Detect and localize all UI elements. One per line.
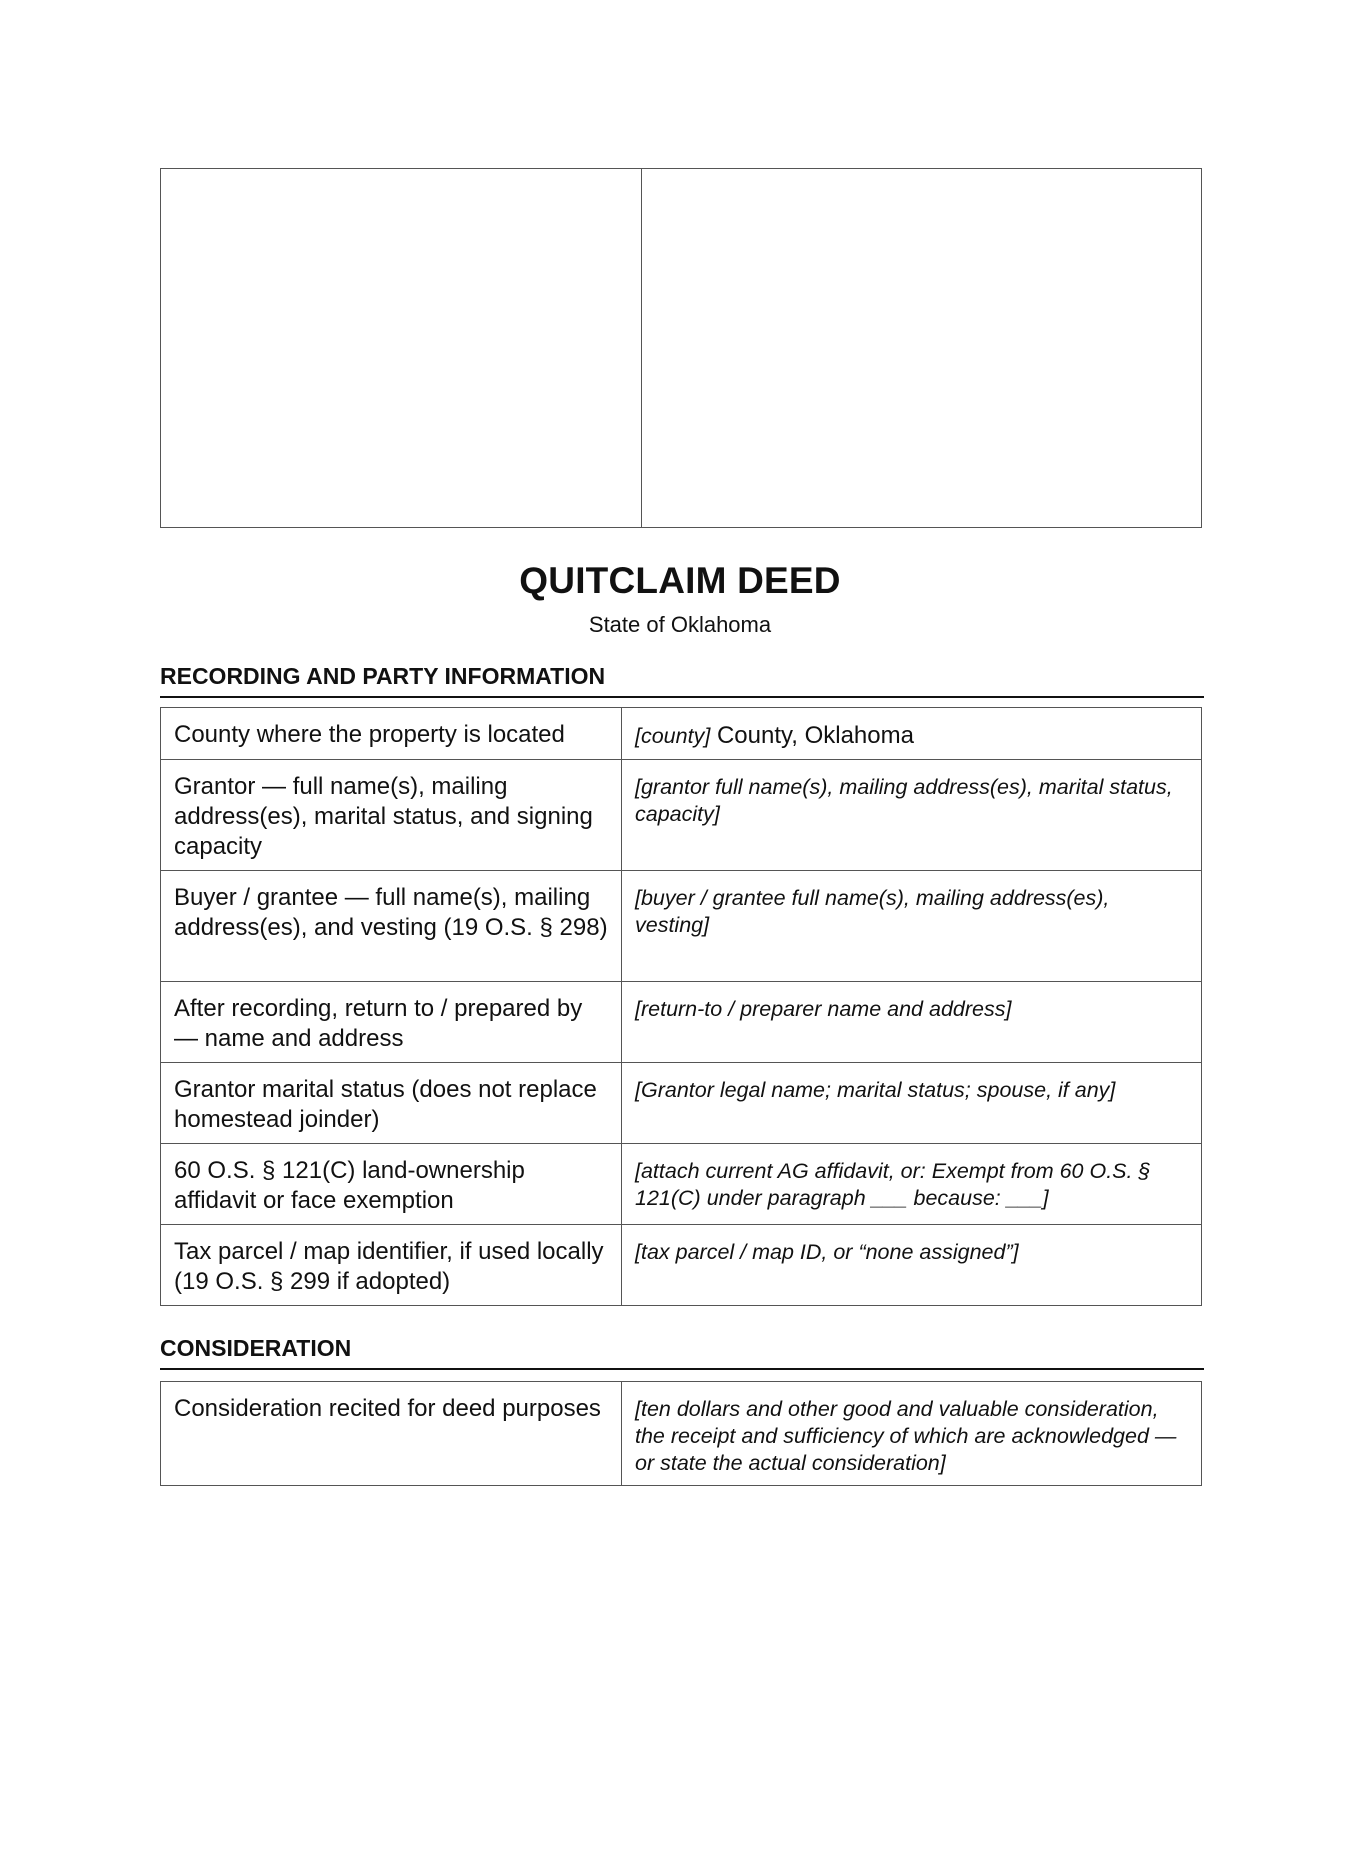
document-title: QUITCLAIM DEED [519,560,841,601]
field-label: County where the property is located [161,708,622,760]
field-label: Grantor — full name(s), mailing address(es), marital status, and signing capacity [161,760,622,871]
table-row [161,1144,1202,1225]
consideration-section-heading: CONSIDERATION [160,1335,1204,1370]
table-row [161,982,1202,1063]
table-row [161,871,1202,982]
field-value: [buyer / grantee full name(s), mailing address(es), vesting] [622,871,1202,982]
field-label: After recording, return to / prepared by — name and address [161,982,622,1063]
field-label: Grantor marital status (does not replace homestead joinder) [161,1063,622,1144]
field-value: [tax parcel / map ID, or “none assigned”] [622,1225,1202,1306]
table-row [161,1063,1202,1144]
table-row [161,760,1202,871]
field-value: [attach current AG affidavit, or: Exempt from 60 O.S. § 121(C) under paragraph ___ because: ___] [622,1144,1202,1225]
document-subtitle: State of Oklahoma [588,612,772,637]
recording-stamp-left-pane [161,169,642,527]
field-value: [grantor full name(s), mailing address(es), marital status, capacity] [622,760,1202,871]
field-label: Buyer / grantee — full name(s), mailing address(es), and vesting (19 O.S. § 298) [161,871,622,982]
field-value: [return-to / preparer name and address] [622,982,1202,1063]
consideration-table [160,1381,1202,1486]
field-value: [ten dollars and other good and valuable consideration, the receipt and sufficiency of which are acknowledged — or state the actual consideration] [622,1382,1202,1486]
field-value [622,708,1202,760]
field-value-placeholder: [county] [635,724,711,748]
table-row [161,708,1202,760]
field-value-text: County, Oklahoma [710,722,914,749]
recording-stamp-right-pane [642,169,1201,527]
field-label: Consideration recited for deed purposes [161,1382,622,1486]
recording-section-heading: RECORDING AND PARTY INFORMATION [160,663,1204,698]
field-label: Tax parcel / map identifier, if used locally (19 O.S. § 299 if adopted) [161,1225,622,1306]
recording-party-table [160,707,1202,1306]
field-label: 60 O.S. § 121(C) land-ownership affidavit or face exemption [161,1144,622,1225]
table-row [161,1382,1202,1486]
recording-stamp-area [160,168,1202,528]
table-row [161,1225,1202,1306]
field-value: [Grantor legal name; marital status; spouse, if any] [622,1063,1202,1144]
